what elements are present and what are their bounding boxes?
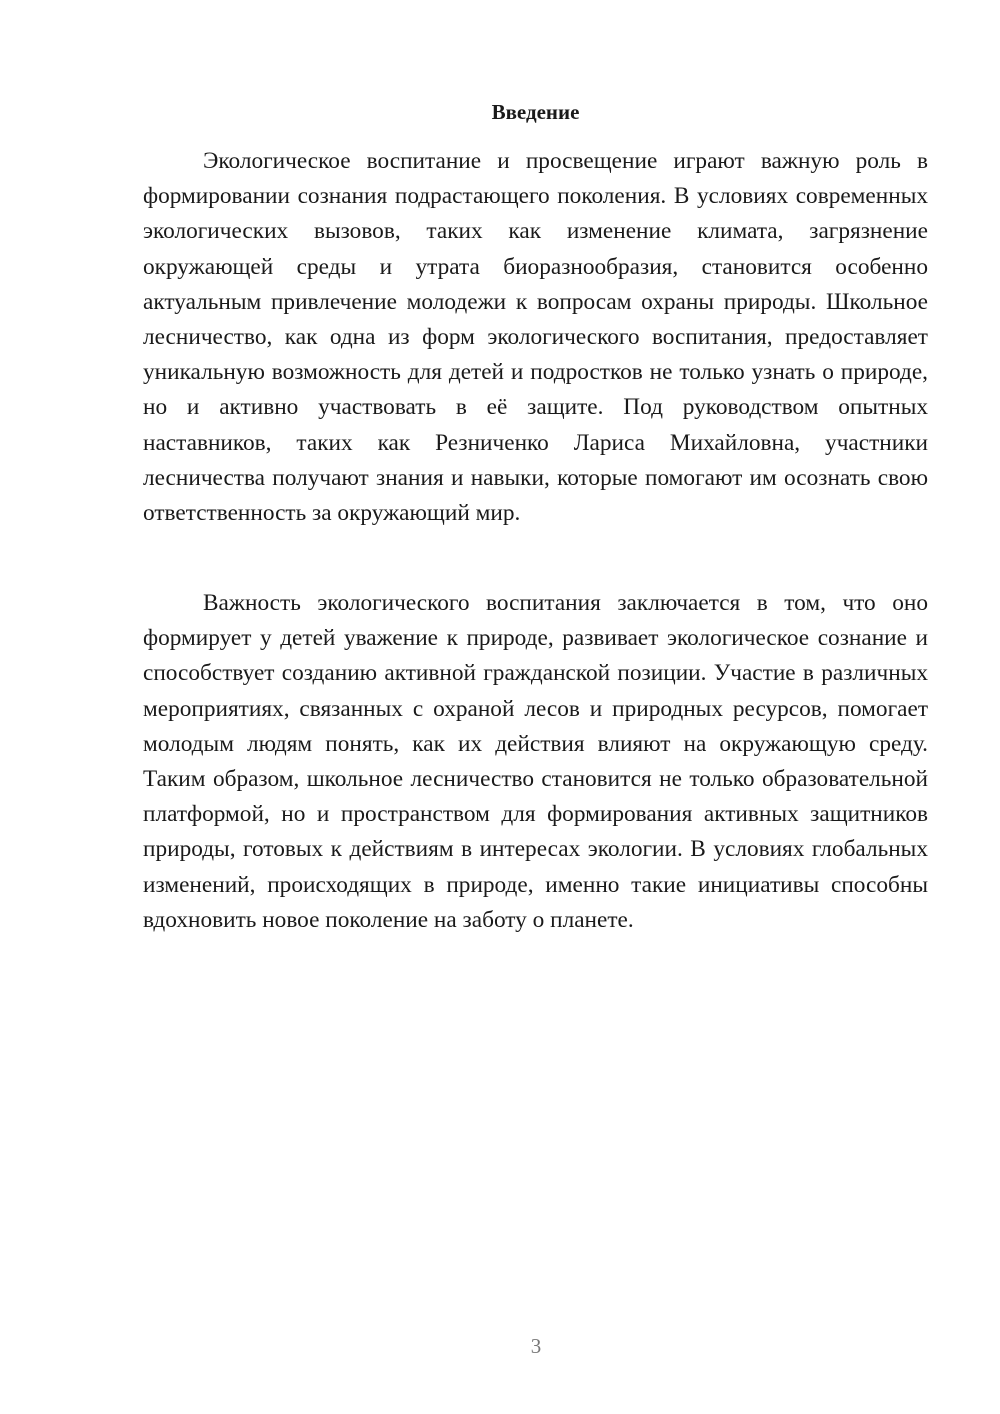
section-title: Введение <box>491 100 580 124</box>
paragraph-intro: Экологическое воспитание и просвещение играют важную роль в формировании сознания подрастающего поколения. В условиях современных экологических вызовов, таких как изменение климата, загрязнение окружающей среды и утрата биоразнообразия, становится особенно актуальным привлечение молодежи к вопросам охраны природы. Школьное лесничество, как одна из форм экологического воспитания, предоставляет уникальную возможность для детей и подростков не только узнать о природе, но и активно участвовать в её защите. Под руководством опытных наставников, таких как Резниченко Лариса Михайловна, участники лесничества получают знания и навыки, которые помогают им осознать свою ответственность за окружающий мир. <box>143 148 928 527</box>
page-number: 3 <box>530 1334 542 1358</box>
paragraph-importance: Важность экологического воспитания заключается в том, что оно формирует у детей уважение к природе, развивает экологическое сознание и способствует созданию активной гражданской позиции. Участие в различных мероприятиях, связанных с охраной лесов и природных ресурсов, помогает молодым людям понять, как их действия влияют на окружающую среду. Таким образом, школьное лесничество становится не только образовательной платформой, но и пространством для формирования активных защитников природы, готовых к действиям в интересах экологии. В условиях глобальных изменений, происходящих в природе, именно такие инициативы способны вдохновить новое поколение на заботу о планете. <box>143 590 928 933</box>
